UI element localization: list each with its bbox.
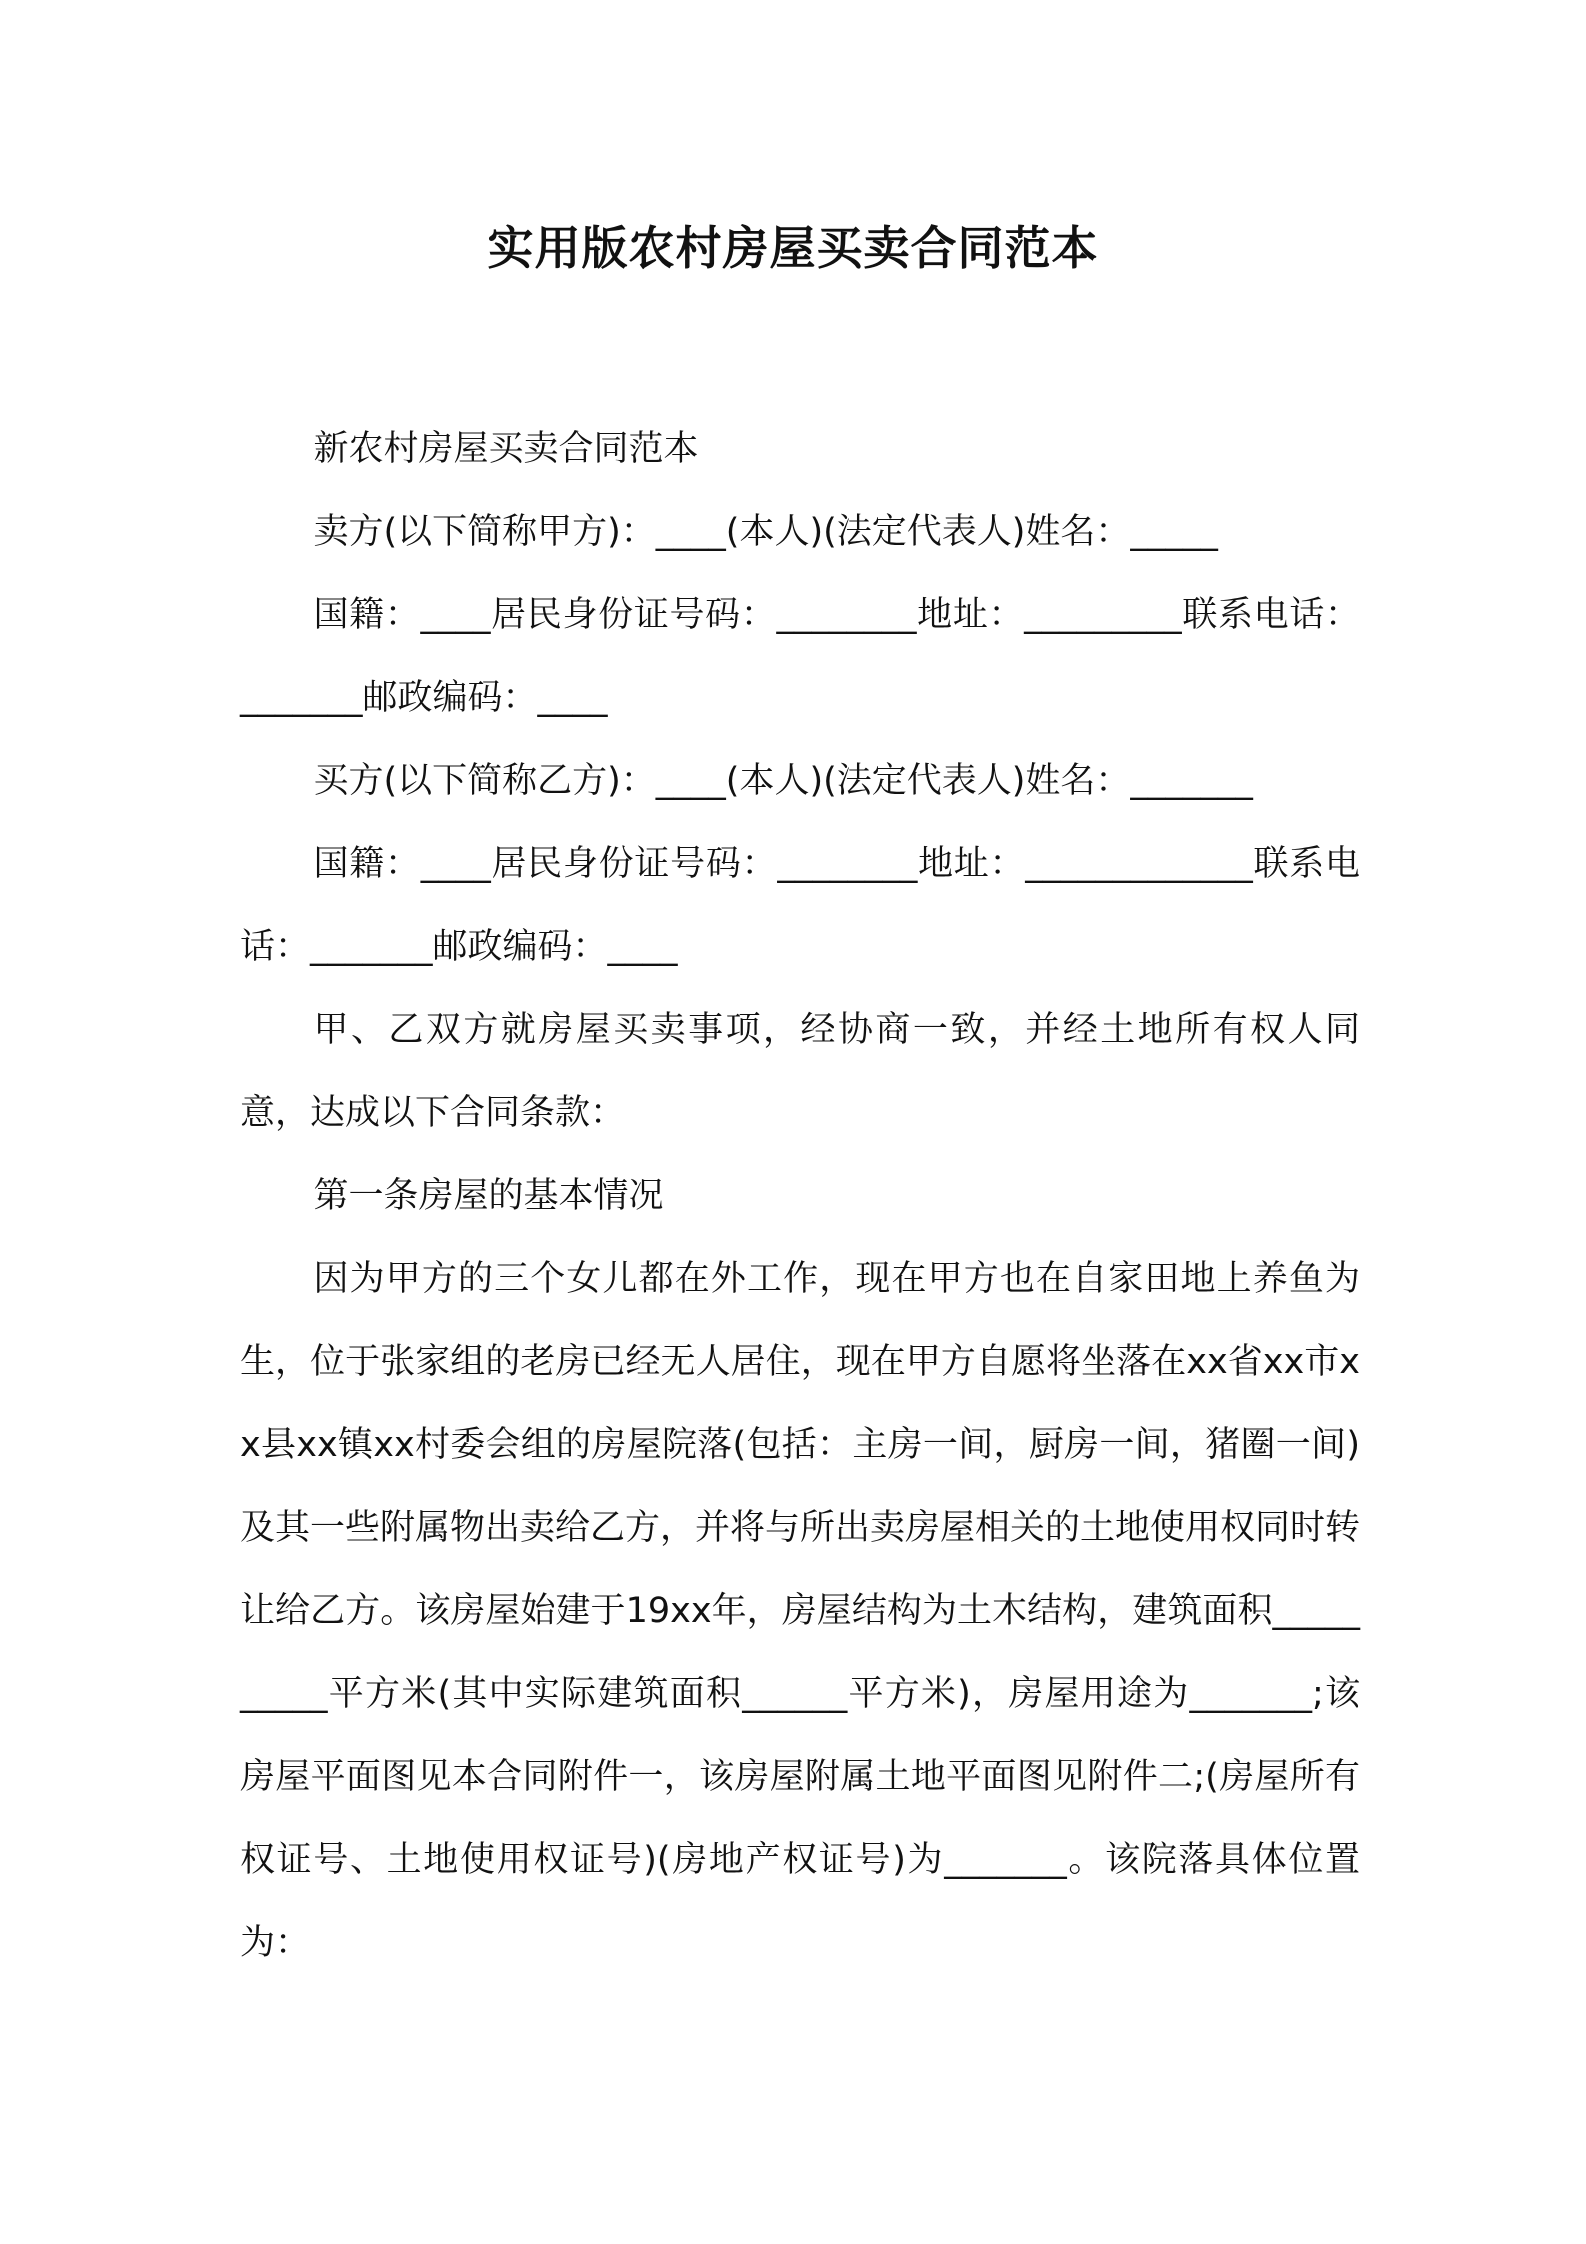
paragraph-subtitle: 新农村房屋买卖合同范本 xyxy=(313,429,699,469)
paragraph-article-one-body: 因为甲方的三个女儿都在外工作，现在甲方也在自家田地上养鱼为生，位于张家组的老房已经无人居住，现在甲方自愿将坐落在xx省xx市xx县xx镇xx村委会组的房屋院落(包括：主房一间，厨房一间，猪圈一间)及其一些附属物出卖给乙方，并将与所出卖房屋相关的土地使用权同时转让给乙方。该房屋始建于19xx年，房屋结构为土木结构，建筑面积__________平方米(其中实际建筑面积______平方米)，房屋用途为_______;该房屋平面图见本合同附件一，该房屋附属土地平面图见附件二;(房屋所有权证号、土地使用权证号)(房地产权证号)为_______。该院落具体位置为： xyxy=(240,1259,1361,1963)
paragraph-seller-name: 卖方(以下简称甲方)：____(本人)(法定代表人)姓名：_____ xyxy=(313,512,1218,552)
document-body xyxy=(240,408,1360,1985)
paragraph-buyer-name: 买方(以下简称乙方)：____(本人)(法定代表人)姓名：_______ xyxy=(313,761,1253,801)
document-title: 实用版农村房屋买卖合同范本 xyxy=(487,221,1099,275)
paragraph-agreement-intro: 甲、乙双方就房屋买卖事项，经协商一致，并经土地所有权人同意，达成以下合同条款： xyxy=(240,1010,1360,1133)
paragraph-seller-details: 国籍：____居民身份证号码：________地址：_________联系电话：_______邮政编码：____ xyxy=(240,595,1360,718)
paragraph-article-one-heading: 第一条房屋的基本情况 xyxy=(313,1176,664,1216)
paragraph-buyer-details: 国籍：____居民身份证号码：________地址：_____________联系电话：_______邮政编码：____ xyxy=(240,844,1360,967)
